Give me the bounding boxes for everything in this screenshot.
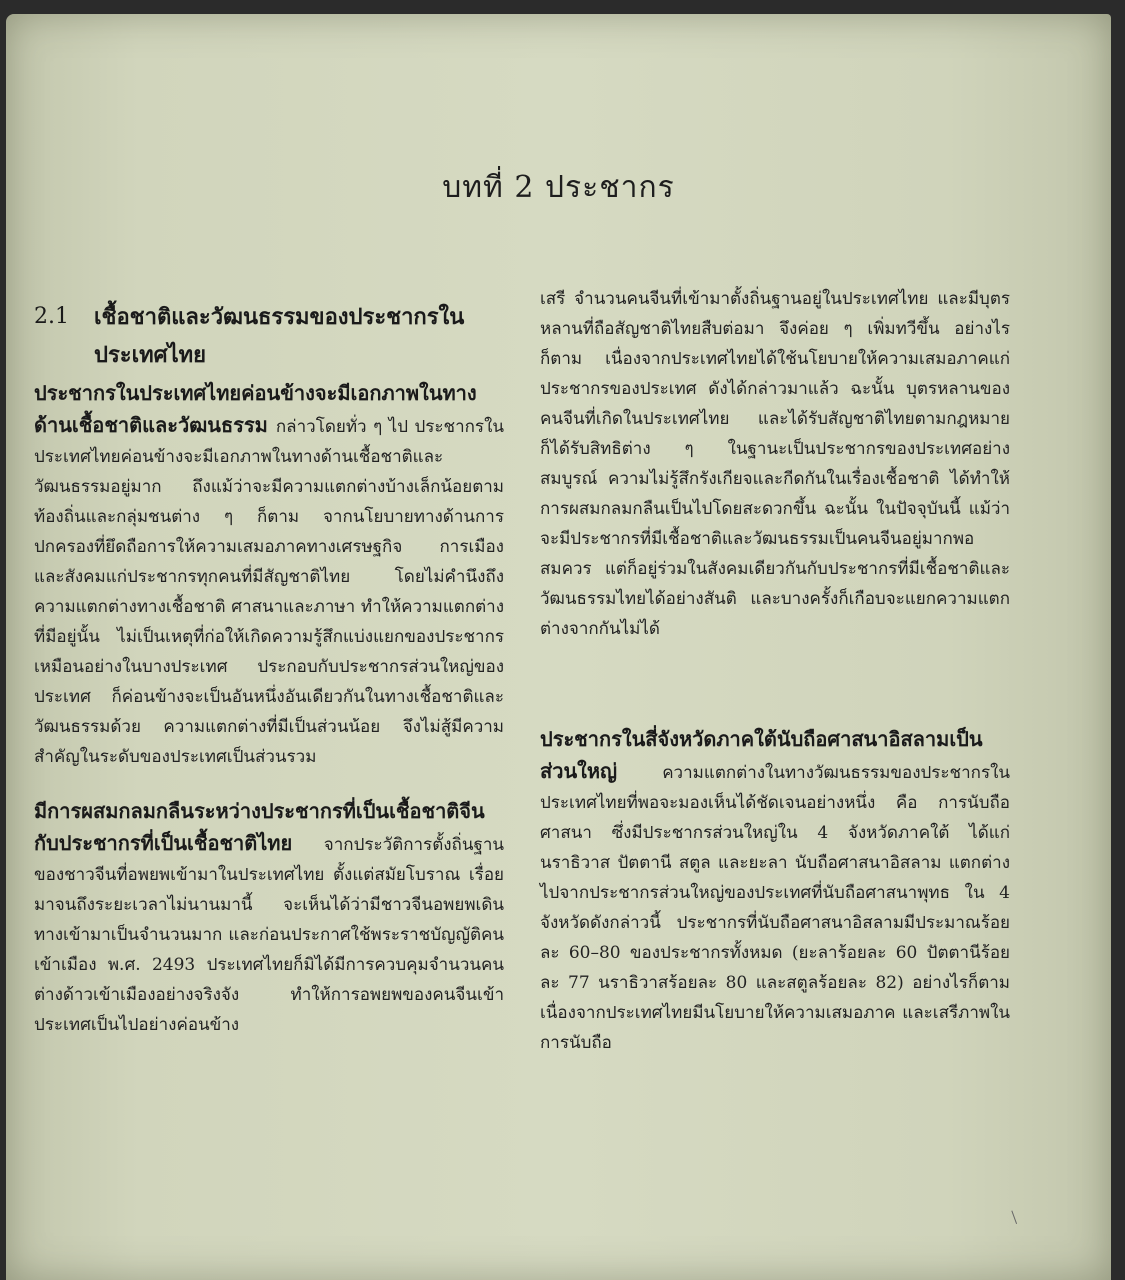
chapter-title: บทที่ 2 ประชากร [442, 170, 675, 205]
paragraph-body: จากประวัติการตั้งถิ่นฐานของชาวจีนที่อพยพเข้ามาในประเทศไทย ตั้งแต่สมัยโบราณ เรื่อยมาจนถึงระยะเวลาไม่นานมานี้ จะเห็นได้ว่ามีชาวจีนอพยพเดินทางเข้ามาเป็นจำนวนมาก และก่อนประกาศใช้พระราชบัญญัติคนเข้าเมือง พ.ศ. 2493 ประเทศไทยก็มิได้มีการควบคุมจำนวนคนต่างด้าวเข้าเมืองอย่างจริงจัง ทำให้การอพยพของคนจีนเข้าประเทศเป็นไปอย่างค่อนข้าง [34, 835, 504, 1035]
paragraph [540, 724, 1010, 1058]
paragraph-body: เสรี จำนวนคนจีนที่เข้ามาตั้งถิ่นฐานอยู่ในประเทศไทย และมีบุตรหลานที่ถือสัญชาติไทยสืบต่อมา จึงค่อย ๆ เพิ่มทวีขึ้น อย่างไรก็ตาม เนื่องจากประเทศไทยได้ใช้นโยบายให้ความเสมอภาคแก่ประชากรของประเทศ ดังได้กล่าวมาแล้ว ฉะนั้น บุตรหลานของคนจีนที่เกิดในประเทศไทย และได้รับสัญชาติไทยตามกฎหมาย ก็ได้รับสิทธิต่าง ๆ ในฐานะเป็นประชากรของประเทศอย่างสมบูรณ์ ความไม่รู้สึกรังเกียจและกีดกันในเรื่องเชื้อชาติ ได้ทำให้การผสมกลมกลืนเป็นไปโดยสะดวกขึ้น ฉะนั้น ในปัจจุบันนี้ แม้ว่าจะมีประชากรที่มีเชื้อชาติและวัฒนธรรมเป็นคนจีนอยู่มากพอสมควร แต่ก็อยู่ร่วมในสังคมเดียวกันกับประชากรที่มีเชื้อชาติและวัฒนธรรมไทยได้อย่างสันติ และบางครั้งก็เกือบจะแยกความแตกต่างจากกันไม่ได้ [540, 289, 1010, 639]
paragraph [34, 378, 504, 772]
document-page [6, 14, 1111, 1280]
paragraph-body: ความแตกต่างในทางวัฒนธรรมของประชากรในประเทศไทยที่พอจะมองเห็นได้ชัดเจนอย่างหนึ่ง คือ การนับถือศาสนา ซึ่งมีประชากรส่วนใหญ่ใน 4 จังหวัดภาคใต้ ได้แก่ นราธิวาส ปัตตานี สตูล และยะลา นับถือศาสนาอิสลาม แตกต่างไปจากประชากรส่วนใหญ่ของประเทศที่นับถือศาสนาพุทธ ใน 4 จังหวัดดังกล่าวนี้ ประชากรที่นับถือศาสนาอิสลามมีประมาณร้อยละ 60–80 ของประชากรทั้งหมด (ยะลาร้อยละ 60 ปัตตานีร้อยละ 77 นราธิวาสร้อยละ 80 และสตูลร้อยละ 82) อย่างไรก็ตาม เนื่องจากประเทศไทยมีนโยบายให้ความเสมอภาค และเสรีภาพในการนับถือ [540, 763, 1010, 1053]
pencil-mark [1002, 1211, 1017, 1228]
left-column [34, 284, 504, 1040]
paragraph [34, 796, 504, 1040]
right-column [540, 284, 1010, 1058]
paragraph-lead: ประชากรในประเทศไทยค่อนข้างจะมีเอกภาพในทางด้านเชื้อชาติและวัฒนธรรม [34, 381, 477, 437]
paragraph [540, 284, 1010, 644]
paragraph-lead: มีการผสมกลมกลืนระหว่างประชากรที่เป็นเชื้อชาติจีน กับประชากรที่เป็นเชื้อชาติไทย [34, 799, 485, 855]
paragraph-body: กล่าวโดยทั่ว ๆ ไป ประชากรในประเทศไทยค่อนข้างจะมีเอกภาพในทางด้านเชื้อชาติและวัฒนธรรมอยู่มาก ถึงแม้ว่าจะมีความแตกต่างบ้างเล็กน้อยตามท้องถิ่นและกลุ่มชนต่าง ๆ ก็ตาม จากนโยบายทางด้านการปกครองที่ยึดถือการให้ความเสมอภาคทางเศรษฐกิจ การเมือง และสังคมแก่ประชากรทุกคนที่มีสัญชาติไทย โดยไม่คำนึงถึงความแตกต่างทางเชื้อชาติ ศาสนาและภาษา ทำให้ความแตกต่างที่มีอยู่นั้น ไม่เป็นเหตุที่ก่อให้เกิดความรู้สึกแบ่งแยกของประชากรเหมือนอย่างในบางประเทศ ประกอบกับประชากรส่วนใหญ่ของประเทศ ก็ค่อนข้างจะเป็นอันหนึ่งอันเดียวกันในทางเชื้อชาติและวัฒนธรรมด้วย ความแตกต่างที่มีเป็นส่วนน้อย จึงไม่สู้มีความสำคัญในระดับของประเทศเป็นส่วนรวม [34, 417, 504, 767]
section-number: 2.1 [34, 304, 69, 329]
section-heading [34, 298, 504, 374]
paragraph-lead: ประชากรในสี่จังหวัดภาคใต้นับถือศาสนาอิสลามเป็นส่วนใหญ่ [540, 727, 983, 783]
section-title: เชื้อชาติและวัฒนธรรมของประชากรในประเทศไทย [94, 304, 465, 368]
